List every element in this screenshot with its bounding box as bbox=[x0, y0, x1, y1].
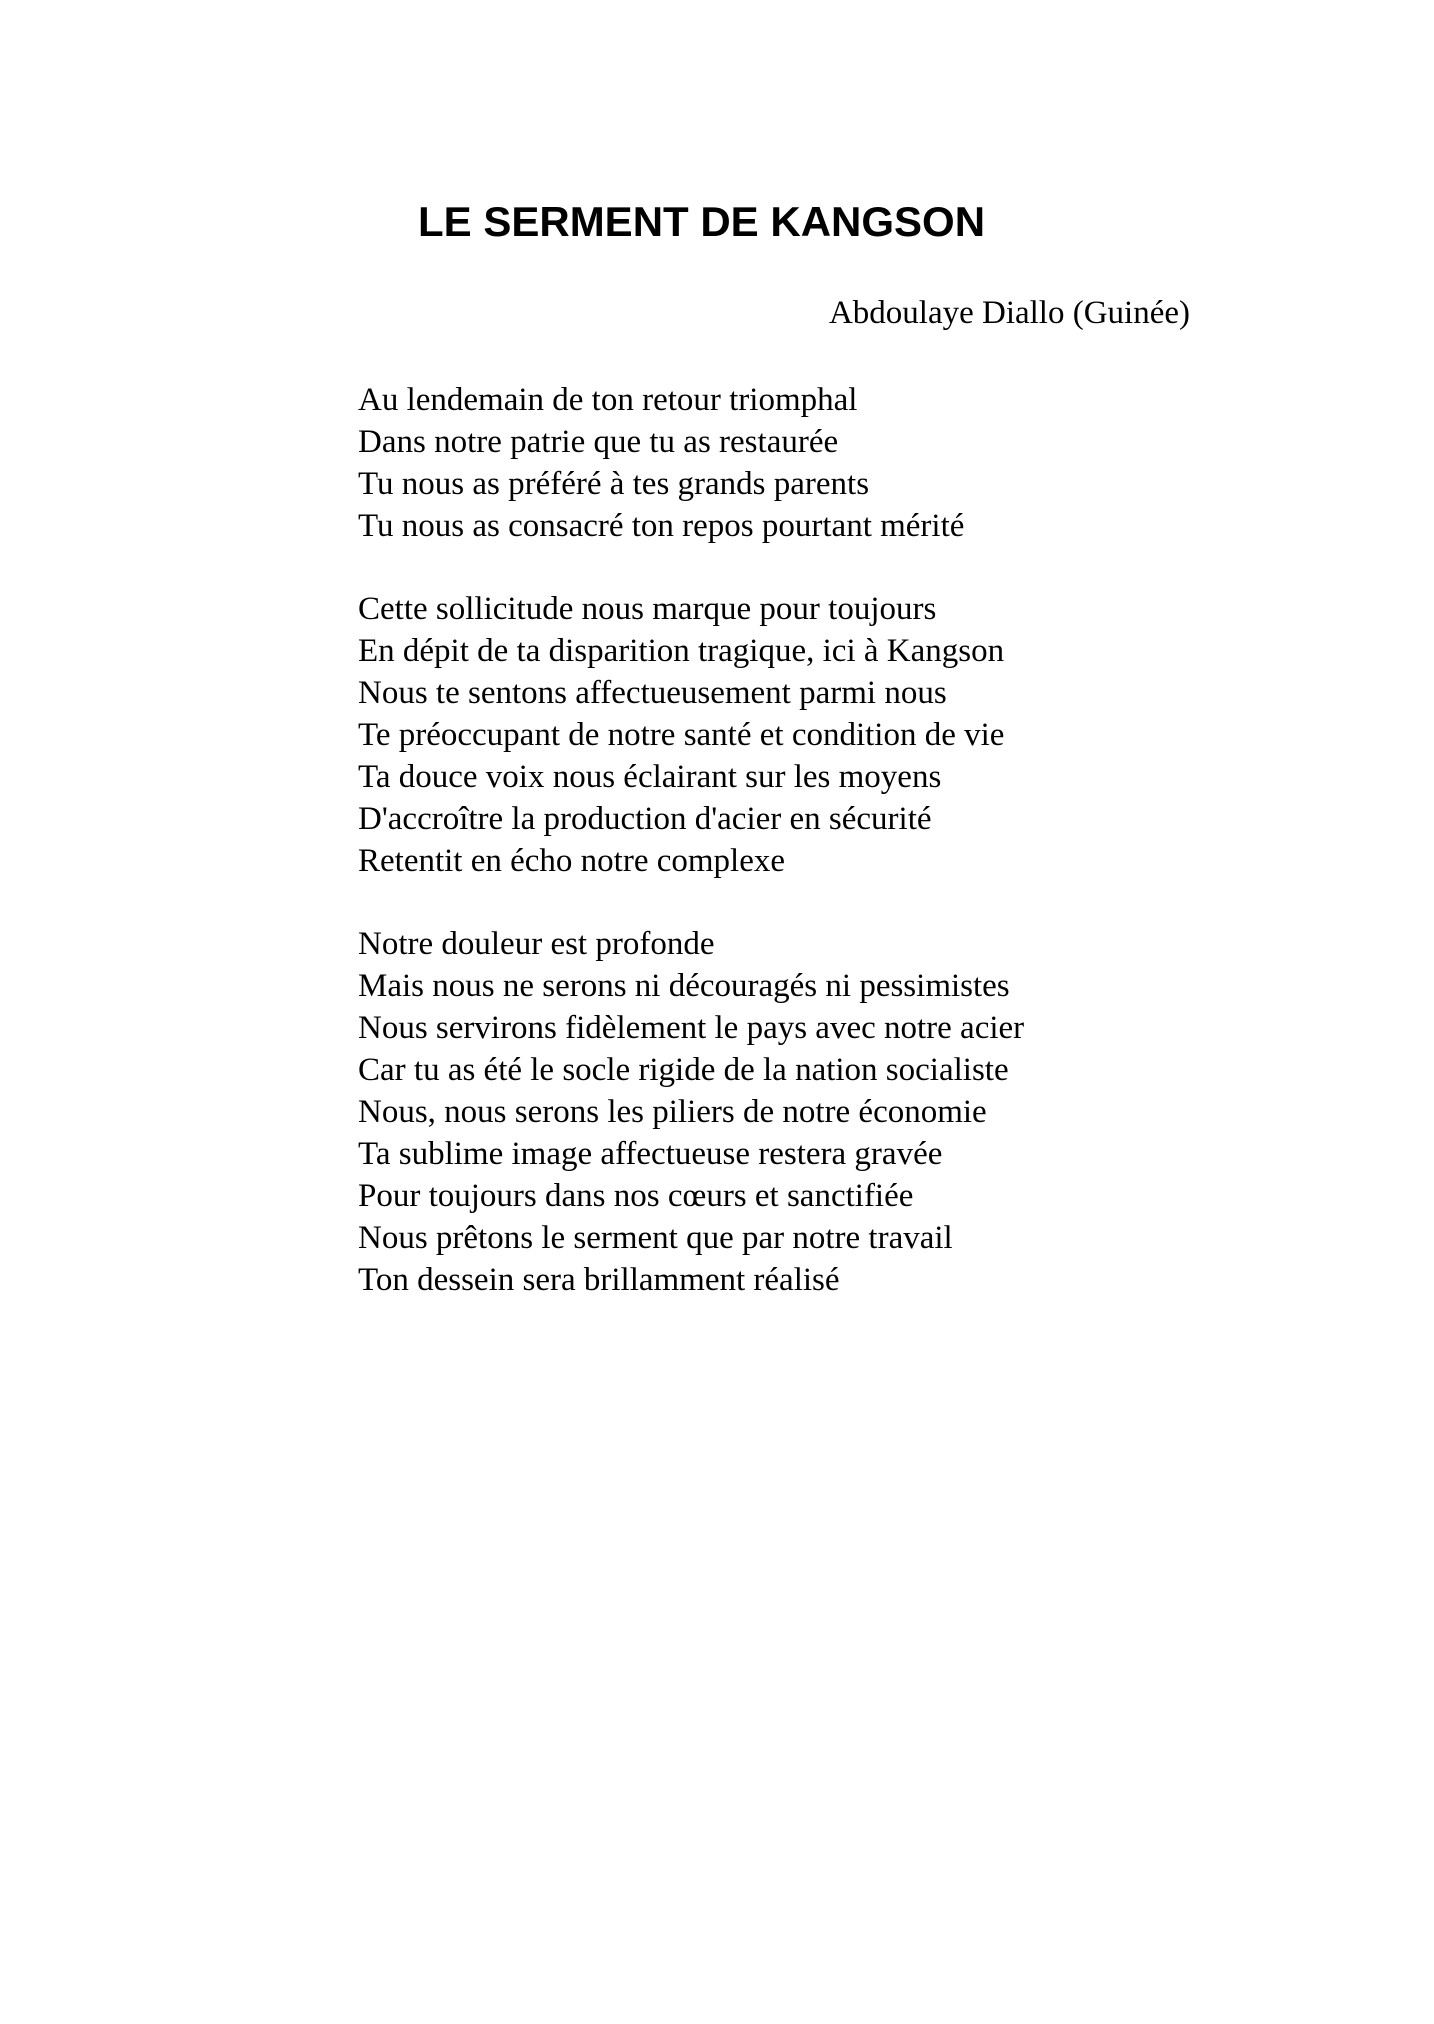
poem-line: Tu nous as consacré ton repos pourtant mérité bbox=[358, 508, 965, 544]
poem-line: Ton dessein sera brillamment réalisé bbox=[358, 1262, 840, 1298]
poem-line: Nous, nous serons les piliers de notre économie bbox=[358, 1094, 987, 1130]
stanza-2 bbox=[358, 588, 1338, 882]
poem-line: Mais nous ne serons ni découragés ni pessimistes bbox=[358, 968, 1010, 1004]
poem-line: Ta douce voix nous éclairant sur les moyens bbox=[358, 759, 942, 795]
poem-line: Notre douleur est profonde bbox=[358, 926, 715, 962]
poem-line: Nous prêtons le serment que par notre travail bbox=[358, 1220, 953, 1256]
poem-line: Te préoccupant de notre santé et condition de vie bbox=[358, 717, 1005, 753]
poem-title: LE SERMENT DE KANGSON bbox=[418, 198, 986, 245]
poem-line: Pour toujours dans nos cœurs et sanctifiée bbox=[358, 1178, 914, 1214]
poem-line: Nous servirons fidèlement le pays avec notre acier bbox=[358, 1010, 1025, 1046]
poem-line: Cette sollicitude nous marque pour toujours bbox=[358, 591, 937, 627]
poem-line: En dépit de ta disparition tragique, ici à Kangson bbox=[358, 633, 1005, 669]
poem-line: D'accroître la production d'acier en sécurité bbox=[358, 801, 932, 837]
poem-line: Ta sublime image affectueuse restera gravée bbox=[358, 1136, 943, 1172]
poem-line: Nous te sentons affectueusement parmi nous bbox=[358, 675, 947, 711]
poem-author: Abdoulaye Diallo (Guinée) bbox=[828, 295, 1190, 331]
poem-line: Retentit en écho notre complexe bbox=[358, 843, 786, 879]
stanza-1 bbox=[358, 379, 1338, 547]
poem-line: Car tu as été le socle rigide de la nation socialiste bbox=[358, 1052, 1009, 1088]
stanza-3 bbox=[358, 923, 1338, 1301]
poem-line: Au lendemain de ton retour triomphal bbox=[358, 382, 858, 418]
poem-line: Dans notre patrie que tu as restaurée bbox=[358, 424, 839, 460]
poem-line: Tu nous as préféré à tes grands parents bbox=[358, 466, 870, 502]
poem-body bbox=[358, 379, 1338, 1342]
